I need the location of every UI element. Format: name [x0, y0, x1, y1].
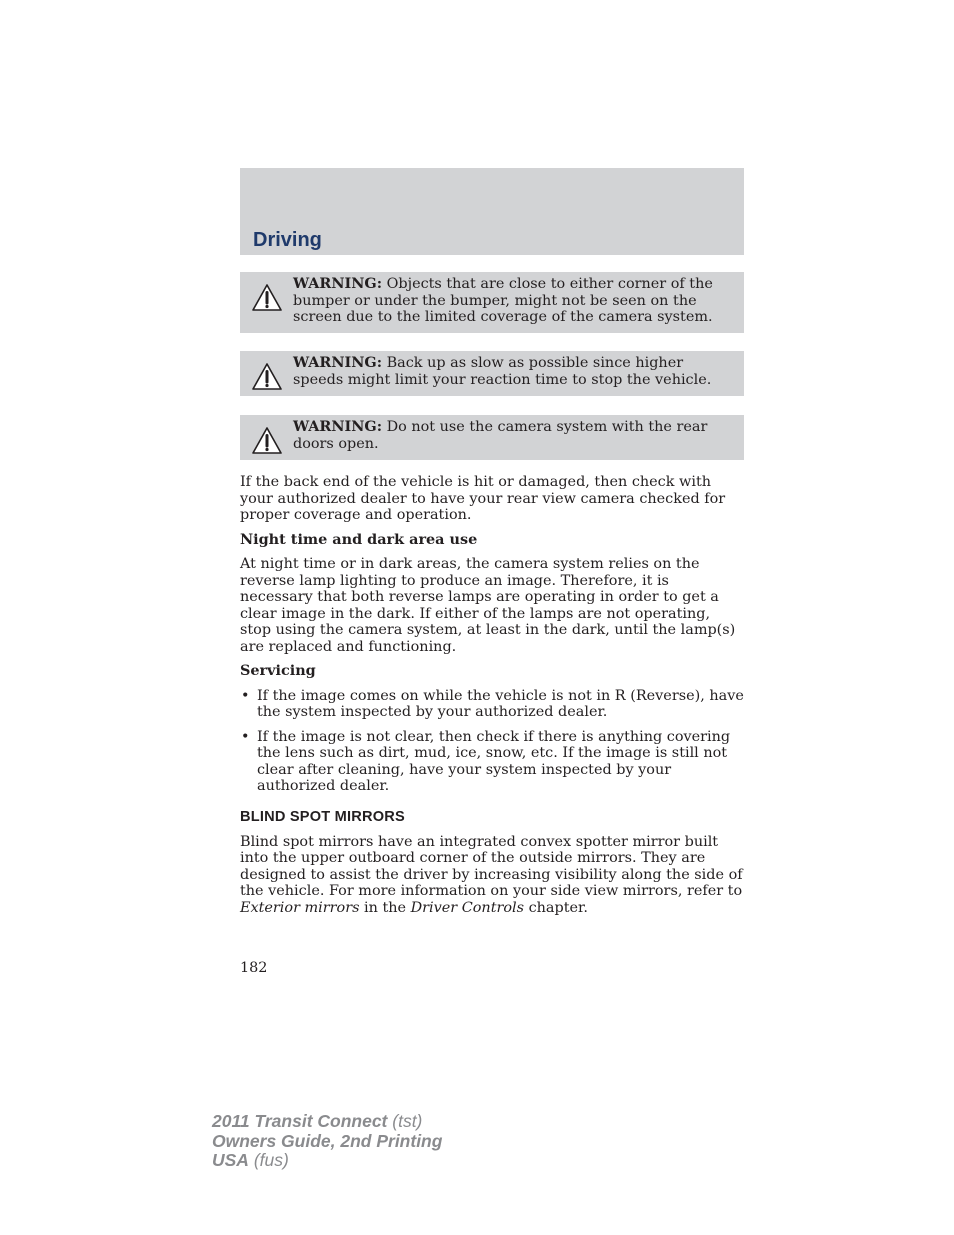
- footer-model: 2011 Transit Connect: [212, 1111, 388, 1131]
- footer-line: [212, 1112, 442, 1132]
- warning-label: WARNING:: [293, 354, 383, 371]
- warning-box: [240, 272, 744, 333]
- warning-triangle-icon: [251, 361, 283, 393]
- night-paragraph: At night time or in dark areas, the camera system relies on the reverse lamp lighting to produce an image. Therefore, it is necessary that both reverse lamps are operating in order to get a clear image in the dark. If either of the lamps are not operating, stop using the camera system, at least in the dark, until the lamp(s) are replaced and functioning.: [240, 556, 736, 655]
- section-header-band: [240, 168, 744, 255]
- bullet: •: [241, 728, 250, 745]
- section-title: Driving: [253, 229, 322, 251]
- warning-text: Do not use the camera system with the rear doors open.: [293, 419, 708, 452]
- blind-spot-paragraph: [240, 834, 744, 917]
- blind-spot-text: Blind spot mirrors have an integrated convex spotter mirror built into the upper outboard corner of the outside mirrors. They are designed to assist the driver by increasing visibility along the side of the vehicle. For more information on your side view mirrors, refer to: [240, 833, 743, 899]
- driver-controls-reference: Driver Controls: [410, 899, 525, 916]
- list-item-text: If the image comes on while the vehicle is not in R (Reverse), have the system inspected by your authorized dealer.: [257, 687, 744, 720]
- warning-label: WARNING:: [293, 418, 383, 435]
- footer-market: USA: [212, 1150, 249, 1170]
- footer-line: [212, 1151, 442, 1171]
- warning-box: [240, 351, 744, 396]
- list-item: [240, 688, 744, 721]
- list-item-text: If the image is not clear, then check if there is anything covering the lens such as dirt, mud, ice, snow, etc. If the image is still not clear after cleaning, have your system inspected by your authorized dealer.: [257, 728, 731, 794]
- warning-text: Back up as slow as possible since higher speeds might limit your reaction time to stop the vehicle.: [293, 355, 712, 388]
- footer-model-code: (tst): [387, 1111, 423, 1131]
- servicing-heading: Servicing: [240, 662, 316, 679]
- footer-line: Owners Guide, 2nd Printing: [212, 1130, 443, 1151]
- document-footer: [212, 1112, 442, 1171]
- blind-spot-text: chapter.: [524, 899, 588, 916]
- bullet: •: [241, 687, 250, 704]
- exterior-mirrors-reference: Exterior mirrors: [240, 899, 360, 916]
- blind-spot-text: in the: [359, 899, 411, 916]
- warning-box: [240, 415, 744, 460]
- warning-label: WARNING:: [293, 275, 383, 292]
- list-item: [240, 729, 744, 795]
- footer-market-code: (fus): [248, 1150, 289, 1170]
- night-heading: Night time and dark area use: [240, 530, 478, 548]
- warning-triangle-icon: [251, 282, 283, 314]
- page-number: 182: [240, 960, 268, 976]
- warning-triangle-icon: [251, 425, 283, 457]
- body-content: [240, 474, 744, 924]
- blind-spot-heading: BLIND SPOT MIRRORS: [240, 808, 405, 825]
- warning-text: Objects that are close to either corner of the bumper or under the bumper, might not be seen on the screen due to the limited coverage of the camera system.: [293, 276, 713, 325]
- servicing-list: [240, 688, 744, 795]
- intro-paragraph: If the back end of the vehicle is hit or damaged, then check with your authorized dealer to have your rear view camera checked for proper coverage and operation.: [240, 474, 726, 523]
